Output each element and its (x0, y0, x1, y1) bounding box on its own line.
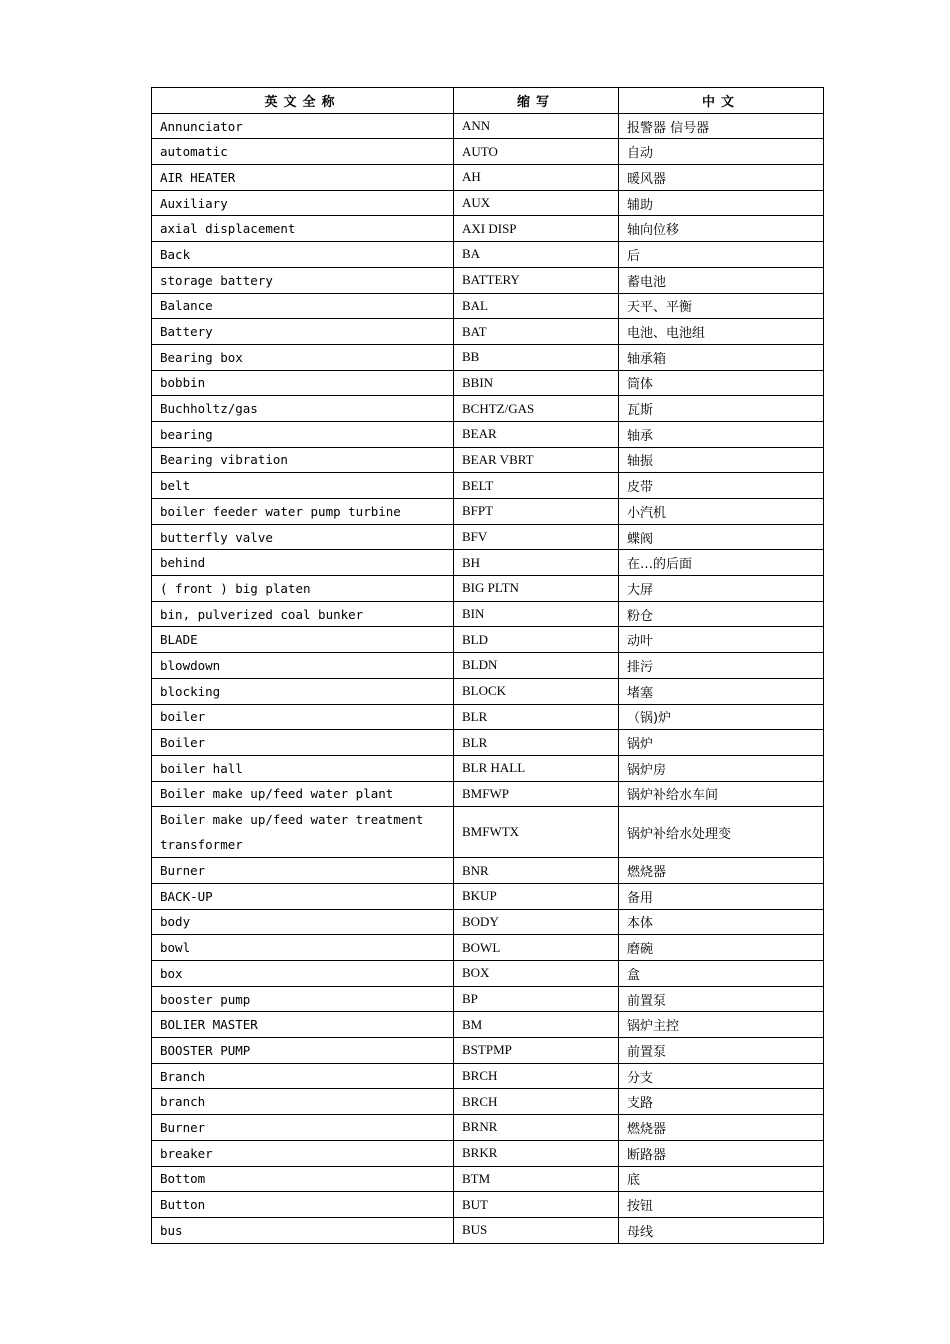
glossary-table (151, 87, 824, 1244)
chinese-cell: 动叶 (619, 627, 824, 653)
abbreviation-cell: BB (454, 344, 619, 370)
chinese-cell: 后 (619, 242, 824, 268)
chinese-cell: 粉仓 (619, 601, 824, 627)
chinese-cell: 蝶阀 (619, 524, 824, 550)
english-full-name-cell: Burner (152, 1115, 454, 1141)
table-row (152, 1140, 824, 1166)
abbreviation-cell: AUTO (454, 139, 619, 165)
chinese-cell: 筒体 (619, 370, 824, 396)
table-row (152, 473, 824, 499)
table-row (152, 1115, 824, 1141)
chinese-cell: 皮带 (619, 473, 824, 499)
abbreviation-cell: BCHTZ/GAS (454, 396, 619, 422)
table-row (152, 1217, 824, 1243)
abbreviation-cell: AXI DISP (454, 216, 619, 242)
table-row (152, 1012, 824, 1038)
header-english-full-name: 英文全称 (152, 88, 454, 114)
table-row (152, 909, 824, 935)
english-full-name-cell: blocking (152, 678, 454, 704)
table-body (152, 113, 824, 1243)
chinese-cell: 燃烧器 (619, 1115, 824, 1141)
abbreviation-cell: BP (454, 986, 619, 1012)
table-row (152, 370, 824, 396)
table-row (152, 653, 824, 679)
table-row (152, 986, 824, 1012)
chinese-cell: 底 (619, 1166, 824, 1192)
table-row (152, 319, 824, 345)
table-row (152, 1038, 824, 1064)
table-row (152, 1089, 824, 1115)
chinese-cell: 备用 (619, 883, 824, 909)
abbreviation-cell: BSTPMP (454, 1038, 619, 1064)
english-full-name-cell: belt (152, 473, 454, 499)
english-full-name-cell: Bearing vibration (152, 447, 454, 473)
table-row (152, 165, 824, 191)
english-full-name-cell: bin, pulverized coal bunker (152, 601, 454, 627)
table-row (152, 576, 824, 602)
chinese-cell: 分支 (619, 1063, 824, 1089)
table-row (152, 113, 824, 139)
chinese-cell: 轴向位移 (619, 216, 824, 242)
abbreviation-cell: BATTERY (454, 267, 619, 293)
table-row (152, 935, 824, 961)
english-full-name-cell: BOOSTER PUMP (152, 1038, 454, 1064)
table-row (152, 139, 824, 165)
english-full-name-cell: storage battery (152, 267, 454, 293)
chinese-cell: 天平、平衡 (619, 293, 824, 319)
abbreviation-cell: AUX (454, 190, 619, 216)
table-row (152, 1063, 824, 1089)
english-full-name-cell: Button (152, 1192, 454, 1218)
table-row (152, 1192, 824, 1218)
table-row (152, 499, 824, 525)
table-row (152, 267, 824, 293)
english-full-name-cell: AIR HEATER (152, 165, 454, 191)
english-full-name-cell: Back (152, 242, 454, 268)
english-full-name-cell: booster pump (152, 986, 454, 1012)
english-full-name-cell: branch (152, 1089, 454, 1115)
abbreviation-cell: BLOCK (454, 678, 619, 704)
english-full-name-cell: breaker (152, 1140, 454, 1166)
table-row (152, 447, 824, 473)
abbreviation-cell: BLR HALL (454, 755, 619, 781)
english-full-name-cell: Burner (152, 858, 454, 884)
table-row (152, 807, 824, 858)
abbreviation-cell: BBIN (454, 370, 619, 396)
english-full-name-cell: box (152, 961, 454, 987)
chinese-cell: 前置泵 (619, 1038, 824, 1064)
chinese-cell: 小汽机 (619, 499, 824, 525)
abbreviation-cell: BOWL (454, 935, 619, 961)
abbreviation-cell: BH (454, 550, 619, 576)
table-row (152, 601, 824, 627)
english-full-name-cell: Buchholtz/gas (152, 396, 454, 422)
chinese-cell: 暖风器 (619, 165, 824, 191)
abbreviation-cell: AH (454, 165, 619, 191)
chinese-cell: 报警器 信号器 (619, 113, 824, 139)
table-row (152, 216, 824, 242)
chinese-cell: 在…的后面 (619, 550, 824, 576)
table-row (152, 524, 824, 550)
english-full-name-cell: body (152, 909, 454, 935)
abbreviation-cell: BLR (454, 730, 619, 756)
chinese-cell: 磨碗 (619, 935, 824, 961)
chinese-cell: 瓦斯 (619, 396, 824, 422)
table-header (152, 88, 824, 114)
abbreviation-cell: BRNR (454, 1115, 619, 1141)
table-row (152, 396, 824, 422)
table-row (152, 1166, 824, 1192)
chinese-cell: 自动 (619, 139, 824, 165)
english-full-name-cell: bearing (152, 421, 454, 447)
table-row (152, 678, 824, 704)
english-full-name-cell: automatic (152, 139, 454, 165)
abbreviation-cell: BLD (454, 627, 619, 653)
english-full-name-cell: blowdown (152, 653, 454, 679)
english-full-name-cell: axial displacement (152, 216, 454, 242)
table-row (152, 421, 824, 447)
table-row (152, 242, 824, 268)
table-row (152, 190, 824, 216)
english-full-name-cell: boiler feeder water pump turbine (152, 499, 454, 525)
english-full-name-cell: Auxiliary (152, 190, 454, 216)
chinese-cell: 蓄电池 (619, 267, 824, 293)
chinese-cell: 电池、电池组 (619, 319, 824, 345)
abbreviation-cell: BMFWP (454, 781, 619, 807)
table-row (152, 550, 824, 576)
abbreviation-cell: BA (454, 242, 619, 268)
table-row (152, 293, 824, 319)
abbreviation-cell: BFV (454, 524, 619, 550)
english-full-name-cell: boiler hall (152, 755, 454, 781)
chinese-cell: （锅)炉 (619, 704, 824, 730)
abbreviation-cell: BM (454, 1012, 619, 1038)
abbreviation-cell: BLDN (454, 653, 619, 679)
abbreviation-cell: BTM (454, 1166, 619, 1192)
chinese-cell: 断路器 (619, 1140, 824, 1166)
chinese-cell: 本体 (619, 909, 824, 935)
abbreviation-cell: BOX (454, 961, 619, 987)
abbreviation-cell: BODY (454, 909, 619, 935)
abbreviation-cell: BIN (454, 601, 619, 627)
table-row (152, 755, 824, 781)
abbreviation-cell: BMFWTX (454, 807, 619, 858)
chinese-cell: 锅炉补给水车间 (619, 781, 824, 807)
abbreviation-cell: BIG PLTN (454, 576, 619, 602)
english-full-name-cell: Boiler make up/feed water plant (152, 781, 454, 807)
english-full-name-cell: BOLIER MASTER (152, 1012, 454, 1038)
chinese-cell: 轴承 (619, 421, 824, 447)
chinese-cell: 轴振 (619, 447, 824, 473)
english-full-name-cell: Branch (152, 1063, 454, 1089)
english-full-name-cell: BLADE (152, 627, 454, 653)
abbreviation-cell: BAL (454, 293, 619, 319)
abbreviation-cell: BLR (454, 704, 619, 730)
chinese-cell: 锅炉房 (619, 755, 824, 781)
abbreviation-cell: BUS (454, 1217, 619, 1243)
table-row (152, 961, 824, 987)
english-full-name-cell: Battery (152, 319, 454, 345)
english-full-name-cell: bowl (152, 935, 454, 961)
chinese-cell: 大屏 (619, 576, 824, 602)
chinese-cell: 锅炉主控 (619, 1012, 824, 1038)
english-full-name-cell: ( front ) big platen (152, 576, 454, 602)
abbreviation-cell: BEAR VBRT (454, 447, 619, 473)
abbreviation-cell: BNR (454, 858, 619, 884)
table-row (152, 858, 824, 884)
table-row (152, 883, 824, 909)
english-full-name-cell: Bottom (152, 1166, 454, 1192)
abbreviation-cell: ANN (454, 113, 619, 139)
chinese-cell: 辅助 (619, 190, 824, 216)
abbreviation-cell: BKUP (454, 883, 619, 909)
chinese-cell: 按钮 (619, 1192, 824, 1218)
abbreviation-cell: BRKR (454, 1140, 619, 1166)
chinese-cell: 轴承箱 (619, 344, 824, 370)
english-full-name-cell: butterfly valve (152, 524, 454, 550)
chinese-cell: 排污 (619, 653, 824, 679)
header-chinese: 中文 (619, 88, 824, 114)
table-row (152, 344, 824, 370)
abbreviation-cell: BAT (454, 319, 619, 345)
chinese-cell: 盒 (619, 961, 824, 987)
chinese-cell: 前置泵 (619, 986, 824, 1012)
chinese-cell: 锅炉补给水处理变 (619, 807, 824, 858)
english-full-name-cell: boiler (152, 704, 454, 730)
english-full-name-cell: bus (152, 1217, 454, 1243)
english-full-name-cell: behind (152, 550, 454, 576)
english-full-name-cell: Balance (152, 293, 454, 319)
abbreviation-cell: BRCH (454, 1063, 619, 1089)
chinese-cell: 燃烧器 (619, 858, 824, 884)
english-full-name-cell: Boiler (152, 730, 454, 756)
chinese-cell: 堵塞 (619, 678, 824, 704)
chinese-cell: 锅炉 (619, 730, 824, 756)
table-row (152, 781, 824, 807)
abbreviation-cell: BEAR (454, 421, 619, 447)
table-row (152, 627, 824, 653)
abbreviation-cell: BUT (454, 1192, 619, 1218)
header-abbreviation: 缩写 (454, 88, 619, 114)
abbreviation-cell: BRCH (454, 1089, 619, 1115)
chinese-cell: 支路 (619, 1089, 824, 1115)
english-full-name-cell: Bearing box (152, 344, 454, 370)
header-row (152, 88, 824, 114)
english-full-name-cell: Annunciator (152, 113, 454, 139)
table-row (152, 730, 824, 756)
chinese-cell: 母线 (619, 1217, 824, 1243)
abbreviation-cell: BFPT (454, 499, 619, 525)
english-full-name-cell: bobbin (152, 370, 454, 396)
abbreviation-cell: BELT (454, 473, 619, 499)
table-row (152, 704, 824, 730)
english-full-name-cell: Boiler make up/feed water treatment transformer (152, 807, 454, 858)
english-full-name-cell: BACK-UP (152, 883, 454, 909)
